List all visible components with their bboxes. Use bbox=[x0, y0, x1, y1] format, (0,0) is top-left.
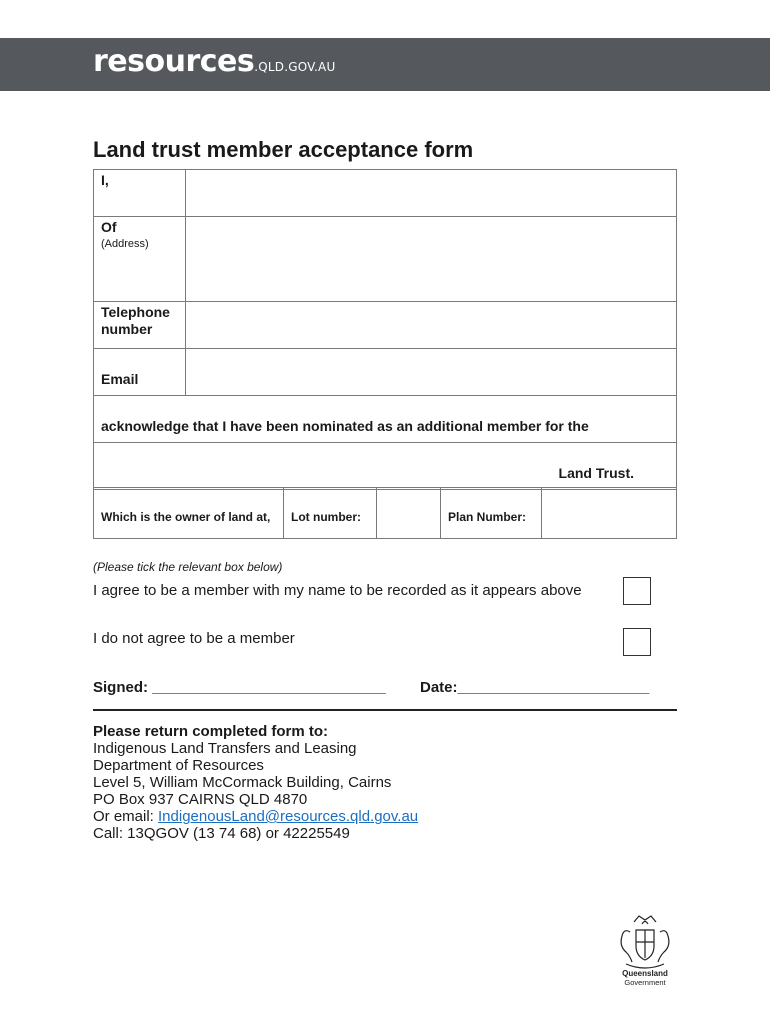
plan-number-field[interactable] bbox=[542, 488, 677, 539]
telephone-label: Telephone number bbox=[101, 304, 170, 337]
crest-text-1: Queensland bbox=[622, 969, 668, 978]
member-details-table bbox=[93, 169, 677, 490]
telephone-label-cell bbox=[94, 302, 186, 349]
land-trust-field[interactable] bbox=[94, 443, 677, 490]
email-field[interactable] bbox=[186, 349, 677, 396]
return-line-pobox: PO Box 937 CAIRNS QLD 4870 bbox=[93, 791, 308, 808]
email-prefix: Or email: bbox=[93, 808, 159, 825]
acknowledge-text: acknowledge that I have been nominated as an additional member for the bbox=[101, 418, 589, 434]
brand-logo bbox=[93, 44, 335, 79]
lot-number-field[interactable] bbox=[377, 488, 441, 539]
tick-instruction: (Please tick the relevant box below) bbox=[93, 560, 283, 574]
name-field[interactable] bbox=[186, 170, 677, 217]
name-label: I, bbox=[101, 172, 109, 188]
plan-number-label: Plan Number: bbox=[441, 488, 542, 539]
land-details-table bbox=[93, 487, 677, 539]
address-label-cell bbox=[94, 217, 186, 302]
acknowledge-cell bbox=[94, 396, 677, 443]
signed-line[interactable]: Signed: ____________________________ bbox=[93, 679, 386, 696]
date-line[interactable]: Date:_______________________ bbox=[420, 679, 650, 696]
return-line-building: Level 5, William McCormack Building, Cairns bbox=[93, 774, 392, 791]
name-label-cell bbox=[94, 170, 186, 217]
lot-number-label: Lot number: bbox=[284, 488, 377, 539]
telephone-field[interactable] bbox=[186, 302, 677, 349]
crest-text-2: Government bbox=[624, 978, 666, 987]
disagree-checkbox[interactable] bbox=[623, 628, 651, 656]
section-divider bbox=[93, 709, 677, 711]
agree-checkbox[interactable] bbox=[623, 577, 651, 605]
return-instructions bbox=[93, 723, 418, 842]
disagree-option-label: I do not agree to be a member bbox=[93, 630, 295, 647]
return-heading: Please return completed form to: bbox=[93, 723, 329, 740]
coat-of-arms-icon bbox=[612, 912, 678, 988]
brand-sub-text: .QLD.GOV.AU bbox=[254, 60, 336, 74]
queensland-government-crest bbox=[612, 912, 678, 988]
address-field[interactable] bbox=[186, 217, 677, 302]
address-label: Of bbox=[101, 219, 117, 235]
owner-label: Which is the owner of land at, bbox=[94, 488, 284, 539]
email-label: Email bbox=[101, 371, 139, 387]
land-trust-label: Land Trust. bbox=[558, 465, 634, 481]
brand-main-text: resources bbox=[93, 44, 255, 79]
email-label-cell bbox=[94, 349, 186, 396]
email-link[interactable]: IndigenousLand@resources.qld.gov.au bbox=[158, 808, 419, 825]
return-line-dept: Department of Resources bbox=[93, 757, 264, 774]
return-line-org: Indigenous Land Transfers and Leasing bbox=[93, 740, 357, 757]
form-title: Land trust member acceptance form bbox=[93, 137, 474, 162]
agree-option-label: I agree to be a member with my name to be recorded as it appears above bbox=[93, 582, 582, 599]
address-sublabel: (Address) bbox=[101, 238, 149, 250]
return-line-call: Call: 13QGOV (13 74 68) or 42225549 bbox=[93, 825, 350, 842]
